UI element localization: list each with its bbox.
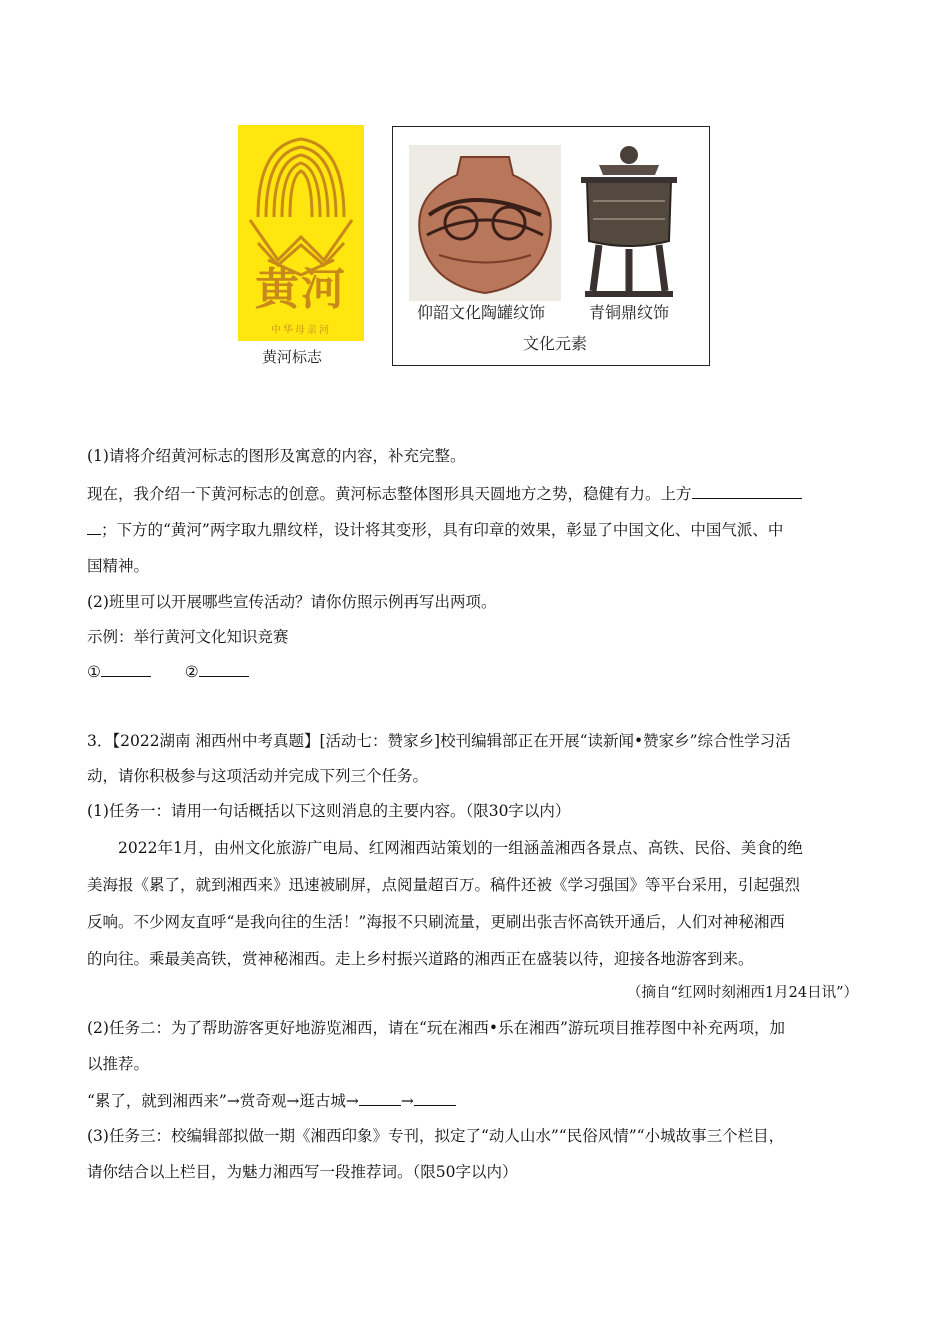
q3-heading-line1: 3．【2022湖南 湘西州中考真题】[活动七：赞家乡]校刊编辑部正在开展“读新闻•赞家乡”综合性学习活 — [87, 732, 791, 750]
blank-label-1: ① — [87, 663, 101, 681]
frame-caption: 文化元素 — [523, 334, 588, 353]
q2-answer-blanks — [87, 661, 249, 682]
flow-blank-1[interactable] — [359, 1090, 401, 1106]
pottery-caption: 仰韶文化陶罐纹饰 — [417, 303, 546, 322]
cultural-elements-frame — [392, 126, 710, 366]
q3-heading-line2: 动，请你积极参与这项活动并完成下列三个任务。 — [87, 767, 429, 785]
flow-arrow: → — [400, 1092, 414, 1110]
q2-sub1: (1)请将介绍黄河标志的图形及寓意的内容，补充完整。 — [87, 447, 466, 465]
painted-pottery-jar-icon — [409, 145, 561, 301]
q2-intro-line3: 国精神。 — [87, 557, 150, 575]
yellow-river-logo — [238, 125, 364, 341]
logo-caption: 黄河标志 — [262, 348, 323, 366]
answer-blank-2[interactable] — [199, 661, 249, 677]
bronze-ding-icon — [579, 141, 679, 301]
q3-task3-line1: (3)任务三：校编辑部拟做一期《湘西印象》专刊，拟定了“动人山水”“民俗风情”“小城故事三个栏目， — [87, 1127, 785, 1145]
news-line2: 美海报《累了，就到湘西来》迅速被刷屏，点阅量超百万。稿件还被《学习强国》等平台采用，引起强烈 — [87, 876, 801, 894]
q2-intro-line1 — [87, 483, 802, 504]
logo-subtitle: 中华母亲河 — [271, 325, 331, 336]
news-line1: 2022年1月，由州文化旅游广电局、红网湘西站策划的一组涵盖湘西各景点、高铁、民俗、美食的绝 — [118, 839, 803, 857]
q3-task2-line1: (2)任务二：为了帮助游客更好地游览湘西，请在“玩在湘西•乐在湘西”游玩项目推荐图中补充两项，加 — [87, 1019, 785, 1037]
q2-example: 示例：举行黄河文化知识竞赛 — [87, 628, 289, 646]
news-source: （摘自“红网时刻湘西1月24日讯”） — [626, 985, 858, 1001]
q2-intro-text-a: 现在，我介绍一下黄河标志的创意。黄河标志整体图形具天圆地方之势，稳健有力。上方 — [87, 485, 692, 503]
answer-blank-cont[interactable] — [87, 519, 101, 535]
q3-task3-line2: 请你结合以上栏目，为魅力湘西写一段推荐词。（限50字以内） — [87, 1163, 518, 1181]
q3-flow-line — [87, 1090, 456, 1111]
news-line4: 的向往。乘最美高铁，赏神秘湘西。走上乡村振兴道路的湘西正在盛装以待，迎接各地游客到来。 — [87, 950, 754, 968]
blank-label-2: ② — [184, 663, 199, 681]
q2-intro-text-b: ；下方的“黄河”两字取九鼎纹样，设计将其变形，具有印章的效果，彰显了中国文化、中国气派、中 — [101, 521, 784, 539]
news-line3: 反响。不少网友直呼“是我向往的生活！”海报不只刷流量，更刷出张吉怀高铁开通后，人们对神秘湘西 — [87, 913, 785, 931]
flow-blank-2[interactable] — [414, 1090, 456, 1106]
q3-task2-line2: 以推荐。 — [87, 1055, 150, 1073]
q2-intro-line2 — [87, 519, 783, 540]
ding-caption: 青铜鼎纹饰 — [589, 303, 670, 322]
flow-text: “累了，就到湘西来”→赏奇观→逛古城→ — [87, 1092, 359, 1110]
answer-blank[interactable] — [692, 483, 802, 499]
q3-task1: (1)任务一：请用一句话概括以下这则消息的主要内容。（限30字以内） — [87, 802, 571, 820]
q2-sub2: (2)班里可以开展哪些宣传活动？请你仿照示例再写出两项。 — [87, 593, 497, 611]
answer-blank-1[interactable] — [101, 661, 151, 677]
logo-seal-text: 黄河 — [255, 264, 347, 315]
